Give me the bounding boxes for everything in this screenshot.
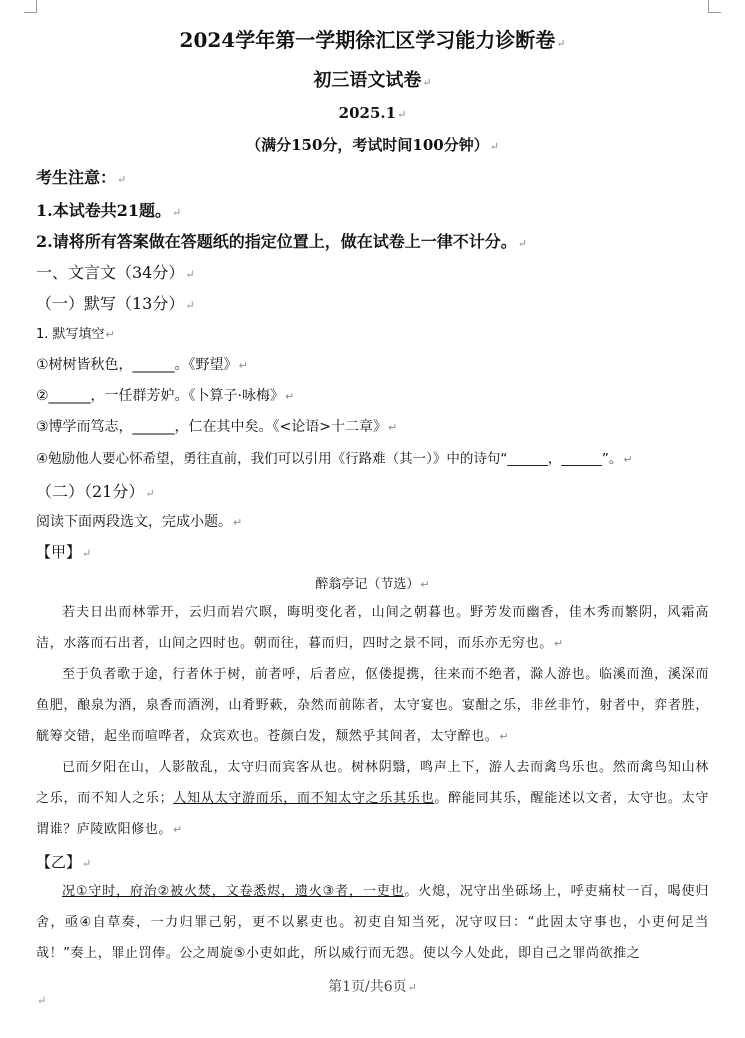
jia-passage: [36, 597, 709, 845]
notice-heading: 考生注意：↵: [36, 168, 127, 187]
jia-paragraph-1: 若夫日出而林霏开，云归而岩穴暝，晦明变化者，山间之朝暮也。野芳发而幽香，佳木秀而繁阴，风霜高洁，水落而石出者，山间之四时也。朝而往，暮而归，四时之景不同，而乐亦无穷也。↵: [36, 605, 709, 651]
exam-title: 2024学年第一学期徐汇区学习能力诊断卷↵: [179, 28, 566, 52]
exam-subtitle: 初三语文试卷↵: [313, 70, 432, 91]
question-1-d: ④勉励他人要心怀希望，勇往直前，我们可以引用《行路难（其一）》中的诗句“______，______”。↵: [36, 451, 633, 467]
corner-mark-right: [708, 0, 721, 13]
question-1-prompt: 1. 默写填空↵: [36, 327, 115, 342]
jia-paragraph-2: 至于负者歌于途，行者休于树，前者呼，后者应，伛偻提携，往来而不绝者，滁人游也。临溪而渔，溪深而鱼肥，酿泉为酒，泉香而酒洌，山肴野蔌，杂然而前陈者，太守宴也。宴酣之乐，非丝非竹，射者中，弈者胜，觥筹交错，起坐而喧哗者，众宾欢也。苍颜白发，颓然乎其间者，太守醉也。↵: [36, 667, 709, 744]
section-1-heading: 一、文言文（34分）↵: [36, 263, 195, 282]
jia-label: 【甲】↵: [36, 543, 92, 561]
question-1-a: ①树树皆秋色，______。《野望》↵: [36, 357, 248, 373]
yi-passage: [36, 876, 709, 968]
part-2-instruction: 阅读下面两段选文，完成小题。↵: [36, 514, 243, 530]
exam-date: 2025.1↵: [338, 104, 407, 122]
notice-item-1: 1.本试卷共21题。↵: [36, 201, 182, 220]
question-1-c: ③博学而笃志，______，仁在其中矣。《<论语>十二章》↵: [36, 419, 398, 435]
yi-label: 【乙】↵: [36, 853, 92, 871]
corner-mark-left: [24, 0, 37, 13]
underlined-sentence-yi: ①守时，府治②被火焚，文卷悉烬，遗火③者，一吏也: [75, 884, 405, 899]
jia-paragraph-3: 已而夕阳在山，人影散乱，太守归而宾客从也。树林阴翳，鸣声上下，游人去而禽鸟乐也。然而禽鸟知山林之乐，而不知人之乐；人知从太守游而乐，而不知太守之乐其乐也。醉能同其乐，醒能述以文者，太守也。太守谓谁？庐陵欧阳修也。↵: [36, 760, 709, 837]
paragraph-mark: ↵: [37, 994, 47, 1007]
underlined-sentence-jia: 人知从太守游而乐，而不知太守之乐其乐也: [173, 791, 435, 806]
part-1-heading: （一）默写（13分）↵: [36, 294, 195, 313]
page-footer: 第1页/共6页↵: [328, 979, 417, 995]
question-1-b: ②______，一任群芳妒。《卜算子·咏梅》↵: [36, 388, 295, 404]
yi-paragraph-1: 况①守时，府治②被火焚，文卷悉烬，遗火③者，一吏也。火熄，况守出坐砾场上，呼吏痛杖一百，喝使归舍，亟④自草奏，一力归罪己躬，更不以累吏也。初吏自知当死，况守叹曰：“此固太守事也，小吏何足当哉！”奏上，罪止罚俸。公之周旋⑤小吏如此，所以威行而无怨。使以今人处此，即自己之罪尚欲推之: [36, 884, 709, 961]
part-2-heading: （二）（21分）↵: [36, 482, 155, 501]
score-time: （满分150分，考试时间100分钟）↵: [246, 136, 499, 154]
notice-item-2: 2.请将所有答案做在答题纸的指定位置上，做在试卷上一律不计分。↵: [36, 232, 527, 251]
essay-title: 醉翁亭记（节选）↵: [315, 577, 430, 592]
